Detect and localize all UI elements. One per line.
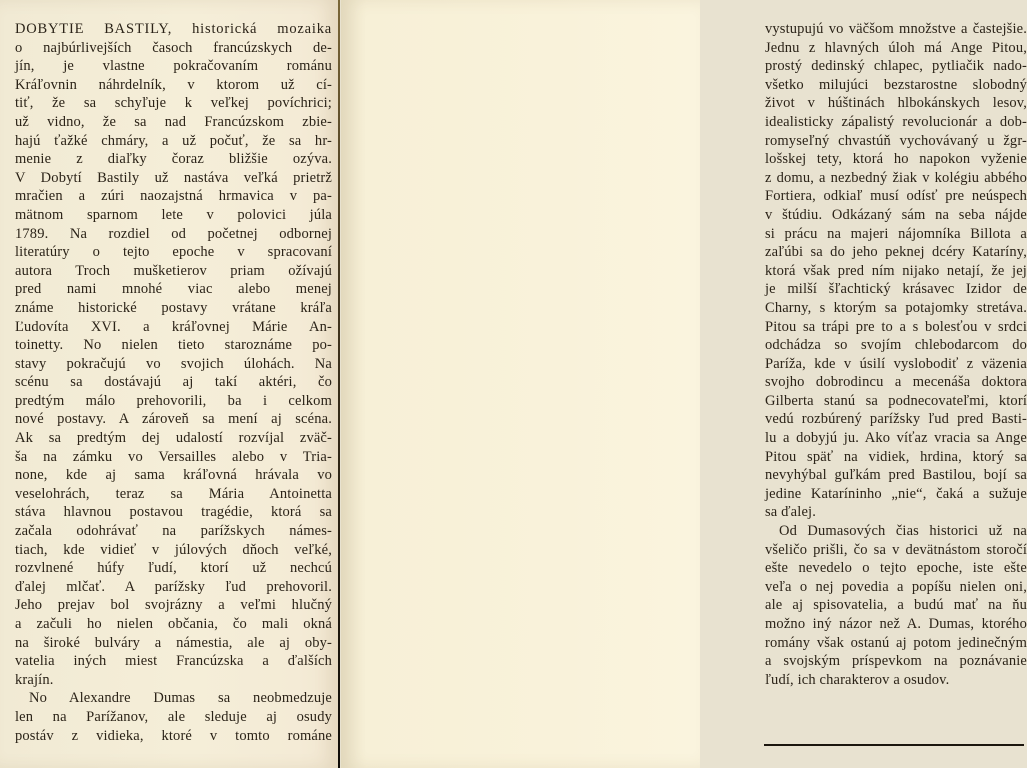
text-line: už vidno, že sa nad Francúzskom zbie-	[15, 113, 332, 130]
text-line: romyseľný chvastúň vychovávaný u žgr-	[765, 132, 1027, 149]
text-line: z domu, a nezbedný žiak v kolégiu abbého	[765, 169, 1027, 186]
text-line: vystupujú vo väčšom množstve a častejšie.	[765, 21, 1027, 37]
text-line: autora Troch mušketierov priam ožívajú	[15, 262, 332, 279]
text-line: si prácu na majeri nájomníka Billota a	[765, 225, 1027, 242]
right-page	[341, 0, 1027, 768]
text-line: Charny, s ktorým sa potajomky stretáva.	[765, 299, 1027, 316]
footer-rule	[764, 744, 1024, 746]
text-line: none, kde aj sama kráľovná hrávala vo	[15, 467, 332, 484]
text-line: 1789. Na rozdiel od početnej odbornej	[15, 225, 332, 242]
text-line: mračien a zúri naozajstná hrmavica v pa-	[15, 188, 332, 205]
text-line: možno iný názor než A. Dumas, ktorého	[765, 616, 1027, 632]
text-line: a svojským príspevkom na poznávanie	[765, 653, 1027, 670]
text-line: krajín.	[15, 671, 54, 688]
text-line: pred nami mnohé viac alebo menej	[15, 281, 332, 298]
text-line: a začuli ho nielen občania, čo mali okná	[15, 616, 332, 632]
text-line: vedú rozbúrený parížsky ľud pred Basti-	[765, 411, 1027, 428]
text-line: postáv z vidieka, ktoré v tomto románe	[15, 727, 332, 744]
text-line: nevyhýbal guľkám pred Bastilou, bojí sa	[765, 467, 1027, 484]
text-line: ale aj spisovatelia, a budú mať na ňu	[765, 597, 1027, 614]
text-line: Od Dumasových čias historici už na	[779, 523, 1027, 540]
text-line: scénu sa dostávajú aj takí aktéri, čo	[15, 374, 332, 391]
text-line: veľa o nej povedia a popíšu nielen oni,	[765, 578, 1027, 595]
text-line: ša na zámku vo Versailles alebo v Tria-	[15, 448, 332, 465]
text-line: všeličo prišli, čo sa v devätnástom storočí	[765, 541, 1027, 558]
text-line: jedine Kataríninho „nie“, čaká a sužuje	[765, 485, 1027, 502]
text-line: ďalej mlčať. A parížsky ľud prehovoril.	[15, 578, 332, 595]
text-line: rozvlnené húfy ľudí, ktorí už nechcú	[15, 560, 332, 577]
text-line: v štúdiu. Odkázaný sám na seba nájde	[765, 206, 1027, 223]
text-line: literatúry o tejto epoche v spracovaní	[15, 244, 332, 261]
text-line: toinetty. No nielen tieto staroznáme po-	[15, 337, 332, 354]
text-line: jín, je vlastne pokračovaním románu	[15, 58, 332, 75]
text-line: tiť, že sa schyľuje k veľkej povíchrici;	[15, 95, 332, 112]
text-line: stáva hlavnou postavou tragédie, ktorá sa	[15, 504, 332, 521]
text-line: lošskej tety, ktorá ho napokon vyženie	[765, 151, 1027, 168]
text-line: Fortiera, odkiaľ musí odísť pre neúspech	[765, 188, 1027, 205]
text-line: svojho dobrodincu a mecenáša doktora	[765, 374, 1027, 391]
text-line: menie z diaľky čoraz bližšie ozýva.	[15, 151, 332, 168]
text-line: tiach, kde vidieť v júlových dňoch veľké,	[15, 541, 332, 558]
text-line: idealisticky zápalistý revolucionár a dob-	[765, 113, 1027, 130]
text-line: je milší šľachtický krásavec Izidor de	[765, 281, 1027, 298]
text-line: život v húštinách hlbokánskych lesov,	[765, 95, 1027, 112]
text-line: Ľudovíta XVI. a kráľovnej Márie An-	[15, 318, 332, 335]
text-line: Gilberta stanú sa podnecovateľmi, ktorí	[765, 392, 1027, 409]
text-line: mätnom sparnom lete v polovici júla	[15, 206, 332, 223]
text-line: stavy pokračujú vo svojich úlohách. Na	[15, 355, 332, 372]
left-page	[0, 0, 339, 768]
text-line: Paríža, kde v úsilí vyslobodiť z väzenia	[765, 355, 1027, 372]
text-line: Kráľovnin náhrdelník, v ktorom už cí-	[15, 76, 332, 93]
text-line: odchádza so svojím chlebodarcom do	[765, 337, 1027, 354]
text-line: predtým málo prehovorili, ba i celkom	[15, 392, 332, 409]
text-line: len na Parížanov, ale sleduje aj osudy	[15, 708, 332, 725]
text-line: romány však ostanú aj potom jedinečným	[765, 634, 1027, 651]
text-line: o najbúrlivejších časoch francúzskych de-	[15, 39, 332, 56]
text-line: zaľúbi sa do jeho peknej dcéry Kataríny,	[765, 244, 1027, 261]
text-line: Pitou späť na vidiek, hrdina, ktorý sa	[765, 448, 1027, 465]
text-line: na široké bulváry a námestia, ale aj oby-	[15, 634, 332, 651]
text-line: hajú ťažké chmáry, a už počuť, že sa hr-	[15, 132, 332, 149]
text-line: ktorá však pred ním nijako netají, že jej	[765, 262, 1027, 279]
right-text-column	[765, 20, 1027, 689]
text-line: Jeho prejav bol svojrázny a veľmi hlučný	[15, 597, 332, 614]
text-line: Jednu z hlavných úloh má Ange Pitou,	[765, 39, 1027, 56]
text-line: známe historické postavy vrátane kráľa	[15, 299, 332, 316]
text-line: všetko milujúci bezstarostne slobodný	[765, 76, 1027, 93]
text-line: sa ďalej.	[765, 504, 816, 521]
text-line: ešte nevedelo o tejto epoche, iste ešte	[765, 560, 1027, 577]
text-line: DOBYTIE BASTILY, historická mozaika	[15, 21, 332, 37]
page-gutter-line	[338, 0, 340, 768]
text-line: vatelia iných miest Francúzska a ďalších	[15, 653, 332, 670]
text-line: veselohrách, teraz sa Mária Antoinetta	[15, 485, 332, 502]
text-line: nové postavy. A zároveň sa mení aj scéna.	[15, 411, 332, 428]
text-line: V Dobytí Bastily už nastáva veľká prietrž	[15, 169, 332, 186]
left-text-column	[15, 20, 332, 745]
text-line: prostý dedinský chlapec, pytliačik nado-	[765, 58, 1027, 75]
text-line: No Alexandre Dumas sa neobmedzuje	[29, 690, 332, 707]
text-line: Pitou sa trápi pre to a s bolesťou v srdci	[765, 318, 1027, 335]
text-line: začala odohrávať na parížskych námes-	[15, 523, 332, 540]
text-line: lu a dobyjú ju. Ako víťaz vracia sa Ange	[765, 430, 1027, 447]
text-line: Ak sa predtým dej udalostí rozvíjal zväč-	[15, 430, 332, 447]
text-line: ľudí, ich charakterov a osudov.	[765, 671, 950, 688]
